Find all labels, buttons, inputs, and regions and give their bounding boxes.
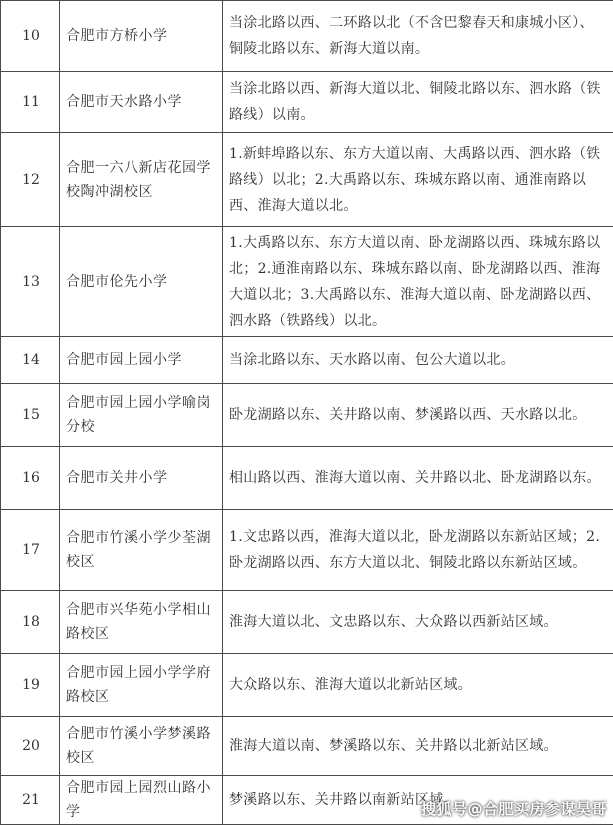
row-number: 10 — [1, 1, 60, 72]
school-name: 合肥市天水路小学 — [60, 72, 223, 133]
table-row — [1, 133, 613, 227]
school-name: 合肥市方桥小学 — [60, 1, 223, 72]
enrollment-area: 淮海大道以北、文忠路以东、大众路以西新站区域。 — [223, 591, 613, 654]
school-name: 合肥一六八新店花园学校陶冲湖校区 — [60, 133, 223, 227]
table-row — [1, 337, 613, 384]
row-number: 11 — [1, 72, 60, 133]
enrollment-area: 当涂北路以东、天水路以南、包公大道以北。 — [223, 337, 613, 384]
row-number: 13 — [1, 227, 60, 337]
school-name: 合肥市兴华苑小学相山路校区 — [60, 591, 223, 654]
school-name: 合肥市园上园小学 — [60, 337, 223, 384]
row-number: 14 — [1, 337, 60, 384]
row-number: 17 — [1, 510, 60, 591]
row-number: 18 — [1, 591, 60, 654]
enrollment-area: 当涂北路以西、新海大道以北、铜陵北路以东、泗水路（铁路线）以南。 — [223, 72, 613, 133]
school-name: 合肥市园上园小学喻岗分校 — [60, 384, 223, 447]
enrollment-area: 1.大禹路以东、东方大道以南、卧龙湖路以西、珠城东路以北；2.通淮南路以东、珠城东路以南、卧龙湖路以西、淮海大道以北；3.大禹路以东、淮海大道以南、卧龙湖路以西、泗水路（铁路线）以北。 — [223, 227, 613, 337]
row-number: 20 — [1, 717, 60, 776]
table-row — [1, 717, 613, 776]
table-row — [1, 72, 613, 133]
table-row — [1, 510, 613, 591]
table-row — [1, 654, 613, 717]
enrollment-area: 大众路以东、淮海大道以北新站区域。 — [223, 654, 613, 717]
enrollment-area: 相山路以西、淮海大道以南、关井路以北、卧龙湖路以东。 — [223, 447, 613, 510]
enrollment-area: 梦溪路以东、关井路以南新站区域。 — [223, 776, 613, 825]
school-name: 合肥市园上园小学学府路校区 — [60, 654, 223, 717]
table-row — [1, 591, 613, 654]
row-number: 16 — [1, 447, 60, 510]
enrollment-area: 1.文忠路以西，淮海大道以北，卧龙湖路以东新站区域；2.卧龙湖路以西、东方大道以北、铜陵北路以东新站区域。 — [223, 510, 613, 591]
table-row — [1, 384, 613, 447]
school-name: 合肥市竹溪小学少荃湖校区 — [60, 510, 223, 591]
enrollment-area: 当涂北路以西、二环路以北（不含巴黎春天和康城小区）、铜陵北路以东、新海大道以南。 — [223, 1, 613, 72]
table-row — [1, 1, 613, 72]
table-row — [1, 447, 613, 510]
row-number: 12 — [1, 133, 60, 227]
row-number: 15 — [1, 384, 60, 447]
school-name: 合肥市竹溪小学梦溪路校区 — [60, 717, 223, 776]
school-name: 合肥市关井小学 — [60, 447, 223, 510]
table-row — [1, 227, 613, 337]
school-name: 合肥市伦先小学 — [60, 227, 223, 337]
enrollment-area: 淮海大道以南、梦溪路以东、关井路以北新站区域。 — [223, 717, 613, 776]
enrollment-area: 1.新蚌埠路以东、东方大道以南、大禹路以西、泗水路（铁路线）以北；2.大禹路以东、珠城东路以南、通淮南路以西、淮海大道以北。 — [223, 133, 613, 227]
row-number: 19 — [1, 654, 60, 717]
enrollment-area: 卧龙湖路以东、关井路以南、梦溪路以西、天水路以北。 — [223, 384, 613, 447]
row-number: 21 — [1, 776, 60, 825]
watermark: 搜狐号@合肥买房参谋昊哥 — [421, 798, 607, 819]
school-name: 合肥市园上园烈山路小学 — [60, 776, 223, 825]
